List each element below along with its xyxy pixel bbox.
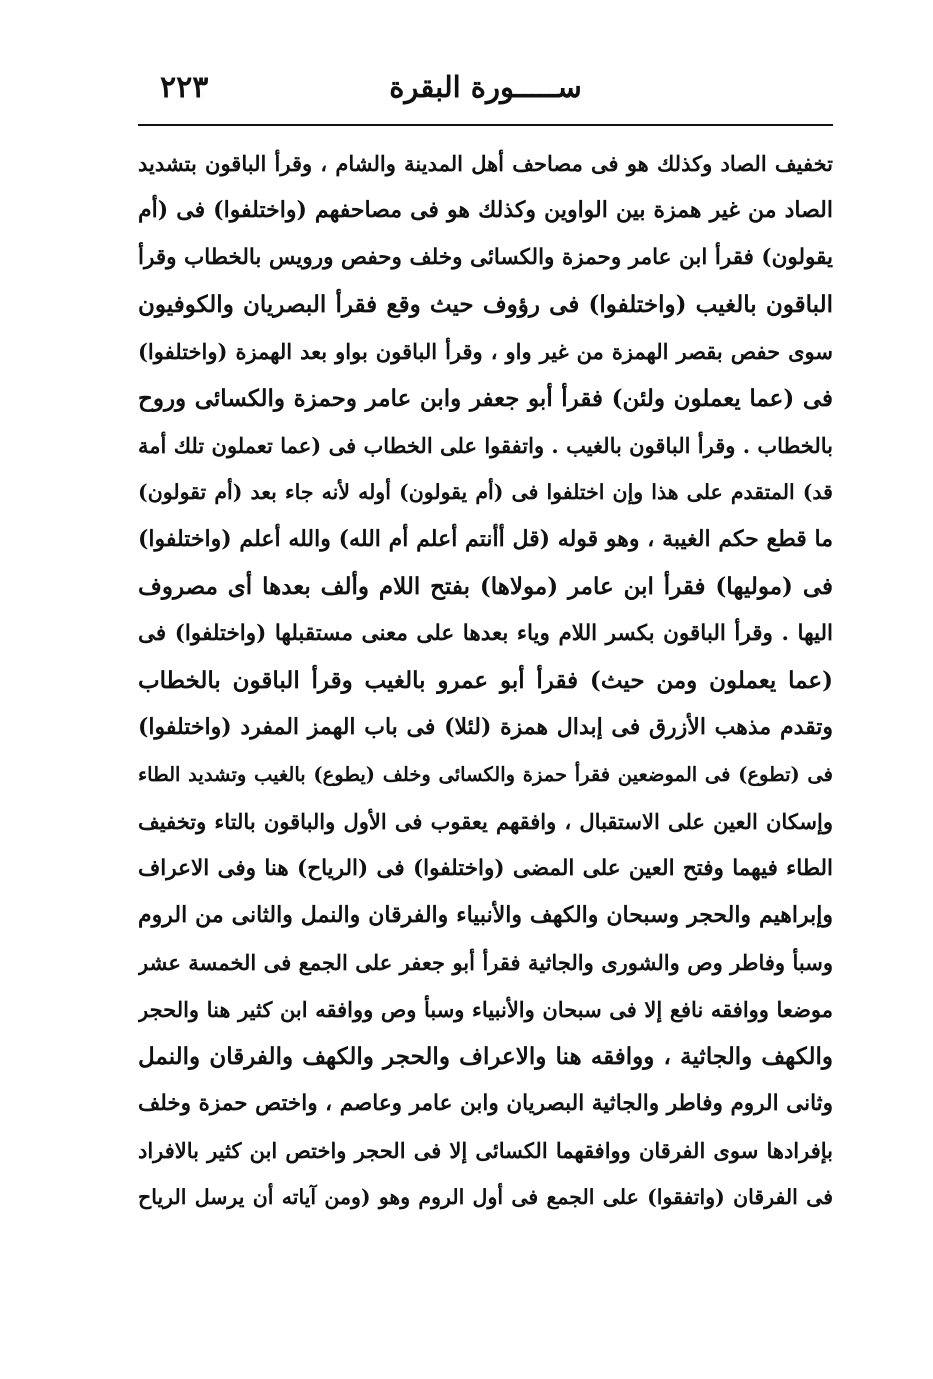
text-line-11: اليها . وقرأ الباقون بكسر اللام وياء بعدها على معنى مستقبلها (واختلفوا) فى	[138, 621, 833, 646]
page-number: ٢٢٣	[160, 70, 209, 105]
text-line-1: تخفيف الصاد وكذلك هو فى مصاحف أهل المدينة والشام ، وقرأ الباقون بتشديد	[138, 151, 833, 176]
text-line-9: ما قطع حكم الغيبة ، وهو قوله (قل أأنتم أعلم أم الله) والله أعلم (واختلفوا)	[138, 526, 833, 552]
text-line-7: بالخطاب . وقرأ الباقون بالغيب . واتفقوا على الخطاب فى (عما تعملون تلك أمة	[138, 433, 833, 458]
text-line-4: الباقون بالغيب (واختلفوا) فى رؤوف حيث وقع فقرأ البصريان والكوفيون	[138, 291, 833, 318]
text-line-16: الطاء فيهما وفتح العين على المضى (واختلفوا) فى (الرياح) هنا وفى الاعراف	[138, 856, 833, 881]
text-line-20: والكهف والجاثية ، ووافقه هنا والاعراف والحجر والكهف والفرقان والنمل	[138, 1043, 833, 1070]
text-line-6: فى (عما يعملون ولئن) فقرأ أبو جعفر وابن عامر وحمزة والكسائى وروح	[138, 385, 833, 412]
page-header	[138, 62, 833, 122]
text-line-23: فى الفرقان (واتفقوا) على الجمع فى أول الروم وهو (ومن آياته أن يرسل الرياح	[138, 1185, 833, 1209]
text-line-2: الصاد من غير همزة بين الواوين وكذلك هو فى مصاحفهم (واختلفوا) فى (أم	[138, 197, 833, 223]
text-line-12: (عما يعملون ومن حيث) فقرأ أبو عمرو بالغيب وقرأ الباقون بالخطاب	[138, 667, 833, 694]
running-title: ســـــورة البقرة	[389, 70, 582, 104]
text-line-15: وإسكان العين على الاستقبال ، وافقهم يعقوب فى الأول والباقون بالتاء وتخفيف	[138, 809, 833, 834]
text-line-3: يقولون) فقرأ ابن عامر وحمزة والكسائى وخلف وحفص ورويس بالخطاب وقرأ	[138, 245, 833, 270]
text-line-10: فى (موليها) فقرأ ابن عامر (مولاها) بفتح اللام وألف بعدها أى مصروف	[138, 573, 833, 600]
text-line-19: موضعا ووافقه نافع إلا فى سبحان والأنبياء وسبأ وص ووافقه ابن كثير هنا والحجر	[138, 997, 833, 1022]
text-line-14: فى (تطوع) فى الموضعين فقرأ حمزة والكسائى وخلف (يطوع) بالغيب وتشديد الطاء	[138, 763, 833, 786]
text-line-8: قد) المتقدم على هذا وإن اختلفوا فى (أم يقولون) أوله لأنه جاء بعد (أم تقولون)	[138, 480, 833, 504]
text-line-21: وثانى الروم وفاطر والجاثية البصريان وابن عامر وعاصم ، واختص حمزة وخلف	[138, 1091, 833, 1116]
text-line-22: بإفرادها سوى الفرقان ووافقهما الكسائى إلا فى الحجر واختص ابن كثير بالافراد	[138, 1138, 833, 1163]
text-line-13: وتقدم مذهب الأزرق فى إبدال همزة (لئلا) فى باب الهمز المفرد (واختلفوا)	[138, 714, 833, 740]
text-line-18: وسبأ وفاطر وص والشورى والجاثية فقرأ أبو جعفر على الجمع فى الخمسة عشر	[138, 950, 833, 975]
text-line-17: وإبراهيم والحجر وسبحان والكهف والأنبياء والفرقان والنمل والثانى من الروم	[138, 902, 833, 928]
body-text	[138, 140, 833, 1221]
header-divider	[138, 124, 833, 126]
text-line-5: سوى حفص بقصر الهمزة من غير واو ، وقرأ الباقون بواو بعد الهمزة (واختلفوا)	[138, 339, 833, 364]
